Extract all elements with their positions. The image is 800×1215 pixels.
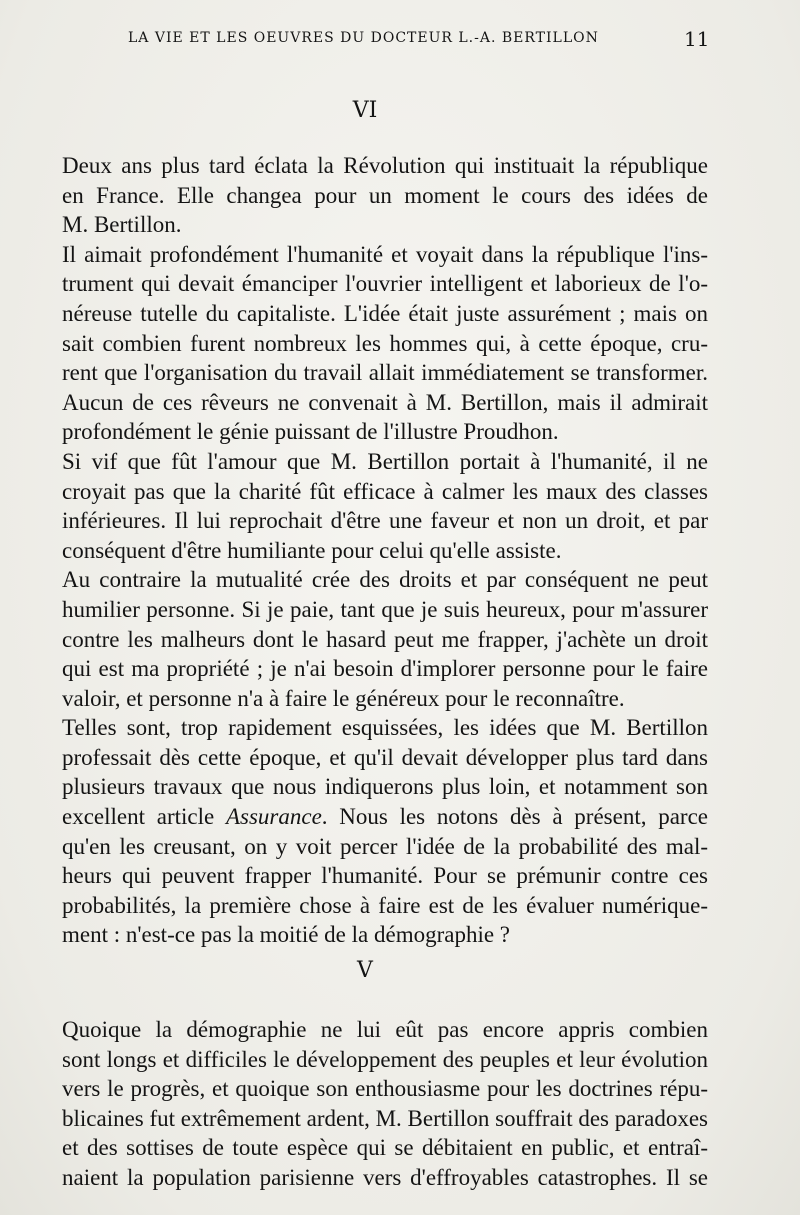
text-line: heurs qui peuvent frapper l'humanité. Pour se prémunir contre ces bbox=[62, 863, 708, 889]
text-line: qu'en les creusant, on y voit percer l'idée de la probabilité des mal- bbox=[62, 833, 708, 859]
text-line: inférieures. Il lui reprochait d'être une faveur et non un droit, et par bbox=[62, 508, 708, 534]
text-line: néreuse tutelle du capitaliste. L'idée était juste assurément ; mais on bbox=[62, 300, 708, 326]
text-line: probabilités, la première chose à faire est de les évaluer numérique- bbox=[62, 892, 708, 918]
text-line: rent que l'organisation du travail allait immédiatement se transformer. bbox=[62, 360, 708, 386]
text-line: contre les malheurs dont le hasard peut me frapper, j'achète un droit bbox=[62, 626, 708, 652]
section-heading: VI bbox=[352, 98, 378, 123]
section-body bbox=[62, 1015, 708, 1193]
text-line: professait dès cette époque, et qu'il devait développer plus tard dans bbox=[62, 744, 708, 770]
section-body bbox=[62, 151, 708, 950]
section-heading: V bbox=[357, 958, 373, 983]
text-line: sont longs et difficiles le développement des peuples et leur évolution bbox=[62, 1046, 708, 1072]
text-line: Au contraire la mutualité crée des droits et par conséquent ne peut bbox=[62, 567, 708, 593]
page-number: 11 bbox=[684, 27, 710, 51]
text-line: croyait pas que la charité fût efficace à calmer les maux des classes bbox=[62, 478, 708, 504]
text-line: Si vif que fût l'amour que M. Bertillon portait à l'humanité, il ne bbox=[62, 448, 708, 474]
text-line: en France. Elle changea pour un moment le cours des idées de bbox=[62, 182, 708, 208]
text-line: Deux ans plus tard éclata la Révolution qui instituait la république bbox=[62, 153, 708, 178]
text-line: Telles sont, trop rapidement esquissées, les idées que M. Bertillon bbox=[62, 715, 708, 741]
text-line: et des sottises de toute espèce qui se débitaient en public, et entraî- bbox=[62, 1135, 708, 1161]
text-line: M. Bertillon. bbox=[62, 212, 182, 238]
text-line: plusieurs travaux que nous indiquerons plus loin, et notamment son bbox=[62, 774, 708, 800]
text-line: naient la population parisienne vers d'effroyables catastrophes. Il se bbox=[62, 1164, 708, 1190]
text-line: qui est ma propriété ; je n'ai besoin d'implorer personne pour le faire bbox=[62, 656, 708, 682]
text-line: Quoique la démographie ne lui eût pas encore appris combien bbox=[62, 1017, 708, 1042]
text-line: Il aimait profondément l'humanité et voyait dans la république l'ins- bbox=[62, 241, 708, 267]
text-line: ment : n'est-ce pas la moitié de la démographie ? bbox=[62, 922, 511, 948]
text-line: conséquent d'être humiliante pour celui qu'elle assiste. bbox=[62, 537, 562, 563]
text-line: profondément le génie puissant de l'illustre Proudhon. bbox=[62, 419, 559, 445]
text-line: Aucun de ces rêveurs ne convenait à M. Bertillon, mais il admirait bbox=[62, 389, 708, 415]
text-line: trument qui devait émanciper l'ouvrier intelligent et laborieux de l'o- bbox=[62, 271, 708, 297]
text-line: sait combien furent nombreux les hommes qui, à cette époque, cru- bbox=[62, 330, 708, 356]
running-title: LA VIE ET LES OEUVRES DU DOCTEUR L.-A. BERTILLON bbox=[128, 30, 599, 46]
text-line: excellent article Assurance. Nous les notons dès à présent, parce bbox=[62, 804, 708, 830]
text-line: humilier personne. Si je paie, tant que je suis heureux, pour m'assurer bbox=[62, 596, 708, 622]
text-line: valoir, et personne n'a à faire le généreux pour le reconnaître. bbox=[62, 685, 625, 711]
text-line: vers le progrès, et quoique son enthousiasme pour les doctrines répu- bbox=[62, 1076, 708, 1102]
text-line: blicaines fut extrêmement ardent, M. Bertillon souffrait des paradoxes bbox=[62, 1105, 708, 1131]
